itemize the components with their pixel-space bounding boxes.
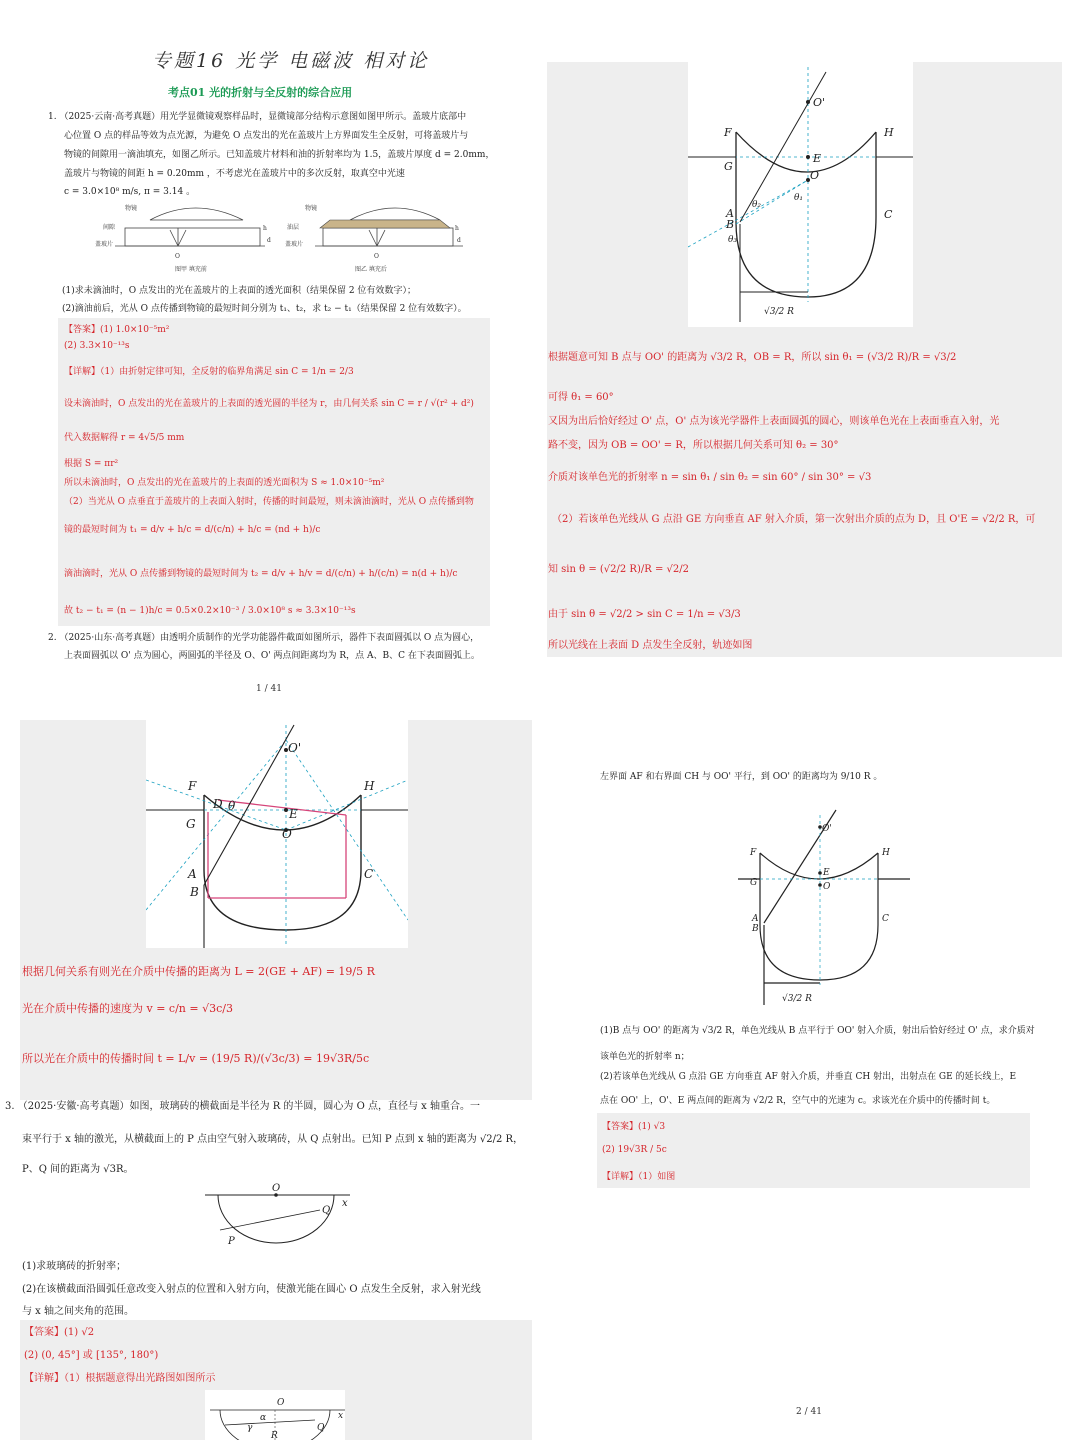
- svg-text:盖玻片: 盖玻片: [285, 241, 304, 248]
- svg-text:γ: γ: [247, 1423, 253, 1433]
- svg-text:θ: θ: [228, 799, 236, 813]
- svg-text:G: G: [750, 878, 758, 888]
- solution-line: （2）若该单色光线从 G 点沿 GE 方向垂直 AF 射入介质，第一次射出介质的点为 D，且 O'E = √2/2 R，可: [552, 514, 1036, 525]
- detail-line: （2）当光从 O 点垂直于盖玻片的上表面入射时，传播的时间最短，则未滴油滴时，光从 O 点传播到物: [64, 497, 474, 507]
- q1-line: c = 3.0×10⁸ m/s, π = 3.14 。: [64, 187, 196, 197]
- svg-text:F: F: [724, 126, 732, 139]
- svg-text:G: G: [724, 160, 733, 173]
- fig-a-caption: 图甲 填充前: [175, 266, 207, 273]
- svg-text:G: G: [186, 817, 196, 831]
- q-line: 该单色光的折射率 n；: [600, 1052, 690, 1062]
- svg-text:θ₁: θ₁: [794, 193, 804, 203]
- answer-1: 【答案】(1) √2: [24, 1327, 95, 1338]
- semicircle-figure: [200, 1180, 360, 1250]
- solution-line: 又因为出后恰好经过 O' 点，O' 点为该光学器件上表面圆弧的圆心，则该单色光在上表面垂直入射，光: [548, 416, 1000, 427]
- svg-text:d: d: [457, 237, 461, 244]
- solution-line: 介质对该单色光的折射率 n = sin θ₁ / sin θ₂ = sin 60° / sin 30° = √3: [548, 472, 872, 483]
- page-1: [0, 0, 540, 705]
- svg-text:α: α: [260, 1413, 267, 1423]
- q1-sub1: (1)求未滴油时，O 点发出的光在盖玻片的上表面的透光面积（结果保留 2 位有效数字）；: [62, 286, 416, 296]
- detail-line: 所以未滴油时，O 点发出的光在盖玻片的上表面的透光面积为 S ≈ 1.0×10⁻⁵m²: [64, 478, 385, 488]
- svg-text:E: E: [823, 868, 830, 878]
- q3-line: 束平行于 x 轴的激光，从横截面上的 P 点由空气射入玻璃砖，从 Q 点射出。已知 P 点到 x 轴的距离为 √2/2 R，: [22, 1134, 524, 1145]
- answer-1: 【答案】(1) 1.0×10⁻⁵m²: [64, 325, 170, 335]
- optical-path-figure: [146, 720, 408, 948]
- answer-2: (2) 3.3×10⁻¹³s: [64, 341, 130, 351]
- q3-line: 3. （2025·安徽·高考真题）如图，玻璃砖的横截面是半径为 R 的半圆，圆心为 O 点，直径与 x 轴重合。一: [5, 1101, 480, 1112]
- svg-text:θ₂: θ₂: [752, 200, 762, 210]
- svg-text:E: E: [289, 807, 298, 821]
- svg-text:x: x: [338, 1411, 344, 1421]
- q1-sub2: (2)滴油前后，光从 O 点传播到物镜的最短时间分别为 t₁、t₂，求 t₂ − t₁（结果保留 2 位有效数字）。: [62, 304, 467, 314]
- detail-line: 滴油滴时，光从 O 点传播到物镜的最短时间为 t₂ = d/v + h/v = d/(c/n) + h/(c/n) = n(d + h)/c: [64, 569, 458, 579]
- detail-line: 设未滴油时，O 点发出的光在盖玻片的上表面的透光圆的半径为 r，由几何关系 sin C = r / √(r² + d²): [64, 399, 474, 409]
- optical-device-figure: [688, 62, 913, 327]
- detail-line: 根据 S = πr²: [64, 459, 119, 469]
- svg-text:A: A: [752, 914, 759, 924]
- svg-text:O: O: [277, 1398, 285, 1408]
- svg-text:h: h: [455, 225, 459, 232]
- q3-sub2b: 与 x 轴之间夹角的范围。: [22, 1306, 134, 1317]
- gap-label: 间隙: [103, 224, 116, 231]
- svg-text:√3/2 R: √3/2 R: [764, 307, 794, 317]
- detail-line: 【详解】（1）由折射定律可知，全反射的临界角满足 sin C = 1/n = 2/3: [64, 367, 354, 377]
- solution-line: 根据几何关系有则光在介质中传播的距离为 L = 2(GE + AF) = 19/5 R: [22, 965, 375, 978]
- svg-text:θ₃: θ₃: [728, 235, 738, 245]
- page-number: 1 / 41: [256, 684, 282, 694]
- svg-text:B: B: [190, 885, 199, 899]
- svg-text:H: H: [364, 779, 375, 793]
- svg-text:H: H: [882, 848, 890, 858]
- svg-text:F: F: [750, 848, 757, 858]
- svg-text:C: C: [882, 914, 889, 924]
- svg-text:O': O': [813, 96, 826, 109]
- svg-text:物镜: 物镜: [305, 205, 318, 212]
- page-title: 专题16 光学 电磁波 相对论: [152, 50, 430, 72]
- svg-text:C: C: [364, 867, 374, 881]
- svg-text:O': O': [822, 824, 832, 834]
- svg-text:O: O: [810, 169, 820, 182]
- intro-line: 左界面 AF 和右界面 CH 与 OO' 平行，到 OO' 的距离均为 9/10 R 。: [600, 772, 883, 782]
- q1-line: 心位置 O 点的样品等效为点光源，为避免 O 点发出的光在盖玻片上方界面发生全反射，可将盖玻片与: [64, 131, 469, 141]
- q3-sub2: (2)在该横截面沿圆弧任意改变入射点的位置和入射方向，使激光能在圆心 O 点发生全反射，求入射光线: [22, 1284, 481, 1295]
- q-line: 点在 OO' 上，O'、E 两点间的距离为 √2/2 R，空气中的光速为 c。求该光在介质中的传播时间 t。: [600, 1096, 996, 1106]
- q-line: (1)B 点与 OO' 的距离为 √3/2 R，单色光线从 B 点平行于 OO' 射入介质，射出后恰好经过 O' 点，求介质对: [600, 1026, 1035, 1036]
- page-number: 2 / 41: [796, 1407, 822, 1417]
- svg-text:O: O: [282, 827, 292, 841]
- svg-text:C: C: [884, 208, 893, 221]
- svg-text:O: O: [823, 882, 831, 892]
- svg-text:P: P: [228, 1236, 235, 1247]
- solution-line: 光在介质中传播的速度为 v = c/n = √3c/3: [22, 1002, 233, 1015]
- svg-text:O: O: [374, 253, 379, 260]
- answer-2: (2) 19√3R / 5c: [602, 1145, 667, 1155]
- svg-text:R: R: [271, 1431, 278, 1440]
- solution-line: 由于 sin θ = √2/2 > sin C = 1/n = √3/3: [548, 609, 741, 620]
- q3-line: P、Q 间的距离为 √3R。: [22, 1164, 134, 1175]
- q1-line: 盖玻片与物镜的间距 h = 0.20mm ，不考虑光在盖玻片中的多次反射，取真空中光速: [64, 169, 405, 179]
- svg-text:Q: Q: [322, 1205, 331, 1216]
- svg-text:A: A: [188, 867, 197, 881]
- svg-text:h: h: [263, 225, 267, 232]
- svg-text:B: B: [726, 218, 735, 231]
- svg-text:d: d: [267, 237, 271, 244]
- svg-text:A: A: [726, 207, 734, 220]
- svg-text:√3/2 R: √3/2 R: [782, 994, 812, 1004]
- solution-line: 路不变，因为 OB = OO' = R，所以根据几何关系可知 θ₂ = 30°: [548, 440, 839, 451]
- fig-b-caption: 图乙 填充后: [355, 266, 387, 273]
- section-subtitle: 考点01 光的折射与全反射的综合应用: [168, 86, 353, 99]
- detail-line: 镜的最短时间为 t₁ = d/v + h/c = d/(c/n) + h/c = (nd + h)/c: [64, 525, 321, 535]
- svg-text:O': O': [288, 741, 302, 755]
- solution-line: 根据题意可知 B 点与 OO' 的距离为 √3/2 R，OB = R，所以 sin θ₁ = (√3/2 R)/R = √3/2: [548, 352, 957, 363]
- detail-line: 代入数据解得 r = 4√5/5 mm: [64, 433, 185, 443]
- microscope-diagrams: [95, 198, 495, 278]
- q1-line: 1. （2025·云南·高考真题）用光学显微镜观察样品时，显微镜部分结构示意图如图甲所示。盖玻片底部中: [48, 112, 467, 122]
- svg-text:H: H: [884, 126, 894, 139]
- svg-text:O: O: [272, 1183, 281, 1194]
- detail-line: 【详解】（1）如图: [602, 1172, 676, 1182]
- q2-line: 上表面圆弧以 O' 点为圆心，两圆弧的半径及 O、O' 两点间距离均为 R，点 A、B、C 在下表面圆弧上。: [64, 651, 480, 661]
- svg-text:x: x: [342, 1198, 348, 1209]
- solution-line: 可得 θ₁ = 60°: [548, 392, 614, 403]
- optical-device-figure: [738, 805, 938, 1010]
- answer-2: (2) (0, 45°] 或 [135°, 180°): [24, 1350, 159, 1361]
- q3-sub1: (1)求玻璃砖的折射率；: [22, 1261, 127, 1272]
- light-path-figure: [205, 1390, 345, 1440]
- svg-text:O: O: [175, 253, 180, 260]
- svg-text:D: D: [213, 797, 223, 811]
- solution-line: 知 sin θ = (√2/2 R)/R = √2/2: [548, 564, 689, 575]
- svg-text:F: F: [188, 779, 197, 793]
- oil-label: 油层: [287, 224, 300, 231]
- objective-label: 物镜: [125, 205, 138, 212]
- answer-1: 【答案】(1) √3: [602, 1122, 666, 1132]
- page-2: [540, 705, 1080, 1440]
- solution-line: 所以光在介质中的传播时间 t = L/v = (19/5 R)/(√3c/3) = 19√3R/5c: [22, 1052, 370, 1065]
- svg-text:E: E: [813, 152, 822, 165]
- detail-line: 【详解】（1）根据题意得出光路图如图所示: [24, 1373, 216, 1384]
- q1-line: 物镜的间隙用一滴油填充，如图乙所示。已知盖玻片材料和油的折射率均为 1.5，盖玻片厚度 d = 2.0mm，: [64, 150, 495, 160]
- detail-line: 故 t₂ − t₁ = (n − 1)h/c = 0.5×0.2×10⁻³ / 3.0×10⁸ s ≈ 3.3×10⁻¹³s: [64, 606, 356, 616]
- page-2-continued: [540, 0, 1080, 705]
- q-line: (2)若该单色光线从 G 点沿 GE 方向垂直 AF 射入介质，并垂直 CH 射出，出射点在 GE 的延长线上，E: [600, 1072, 1017, 1082]
- q2-line: 2. （2025·山东·高考真题）由透明介质制作的光学功能器件截面如图所示，器件下表面圆弧以 O 点为圆心，: [48, 633, 480, 643]
- solution-line: 所以光线在上表面 D 点发生全反射，轨迹如图: [548, 640, 753, 651]
- cover-label: 盖玻片: [95, 241, 114, 248]
- svg-text:B: B: [752, 924, 759, 934]
- page-3: [0, 705, 540, 1440]
- svg-text:Q: Q: [317, 1423, 325, 1433]
